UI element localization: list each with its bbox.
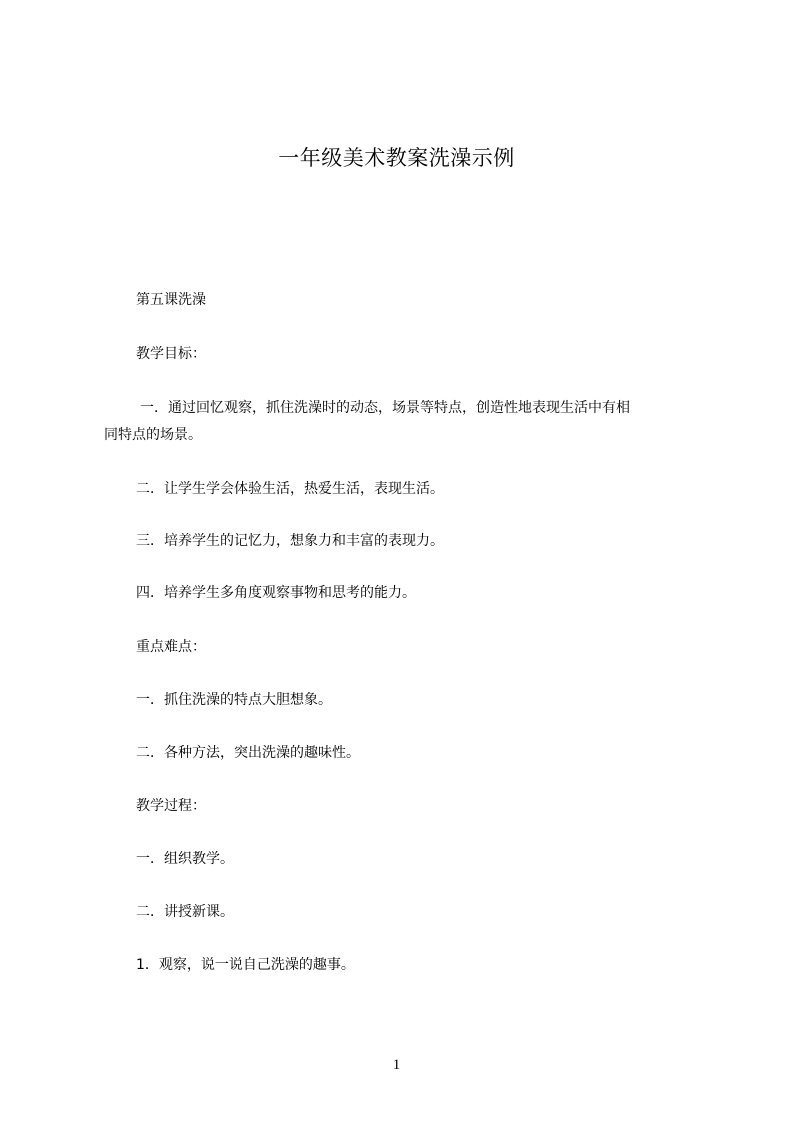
objective-4: 四．培养学生多角度观察事物和思考的能力。 [136,585,416,601]
section-heading-process: 教学过程： [136,798,206,814]
document-title: 一年级美术教案洗澡示例 [278,146,515,170]
key-point-2: 二．各种方法，突出洗澡的趣味性。 [136,745,360,761]
process-step-2: 二．讲授新课。 [136,904,234,920]
process-substep-1: 1．观察，说一说自己洗澡的趣事。 [136,957,355,973]
objective-1-line-1: 一．通过回忆观察，抓住洗澡时的动态，场景等特点，创造性地表现生活中有相 [140,400,630,416]
objective-2: 二．让学生学会体验生活，热爱生活，表现生活。 [136,481,444,497]
objective-3: 三．培养学生的记忆力，想象力和丰富的表现力。 [136,533,444,549]
key-point-1: 一．抓住洗澡的特点大胆想象。 [136,692,332,708]
objective-1-line-2: 同特点的场景。 [104,427,202,443]
process-step-1: 一．组织教学。 [136,851,234,867]
section-heading-objectives: 教学目标： [136,346,206,362]
page-number: 1 [392,1057,401,1073]
lesson-heading: 第五课洗澡 [136,292,206,308]
section-heading-key-points: 重点难点： [136,639,206,655]
